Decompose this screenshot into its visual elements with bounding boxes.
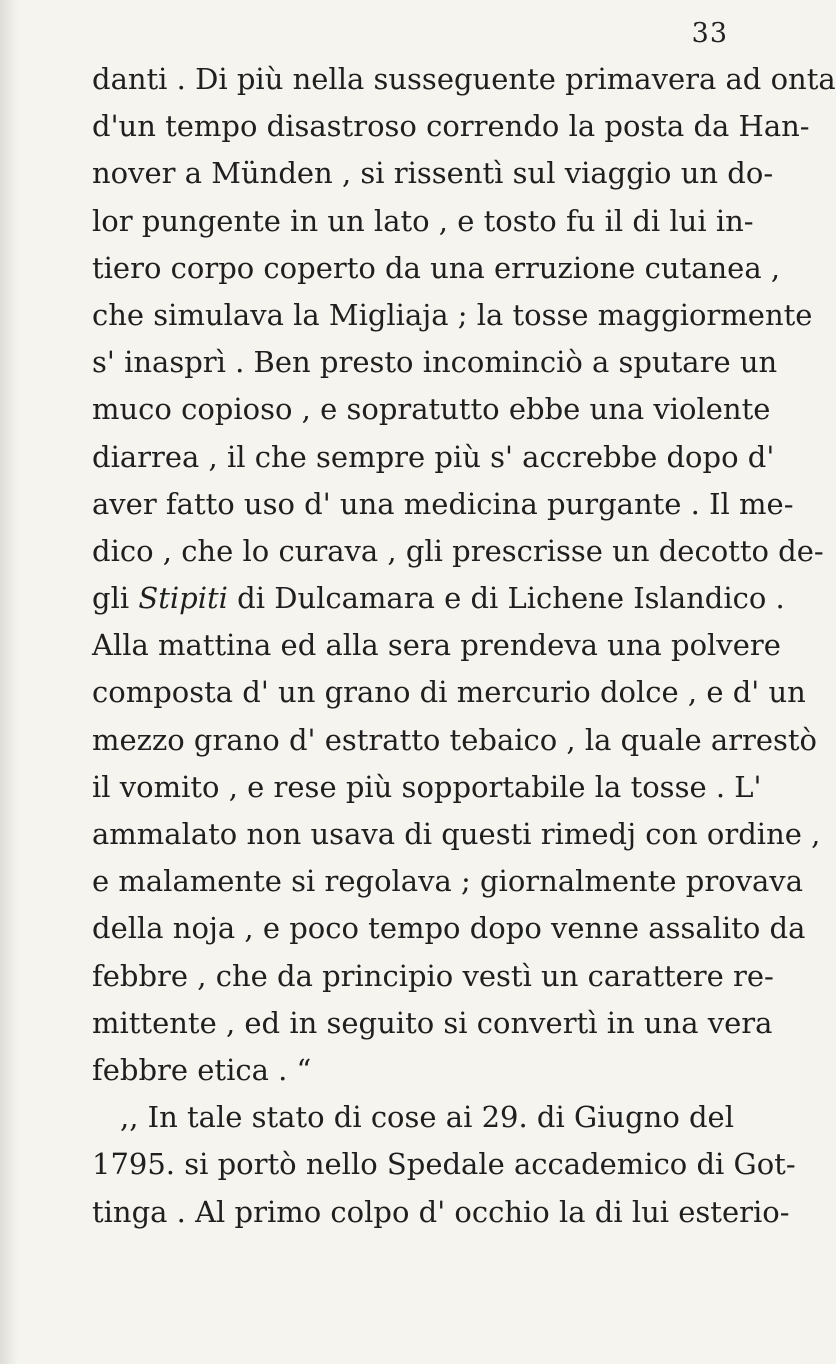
text-line-14: composta d' un grano di mercurio dolce , e d' un (92, 675, 806, 710)
text-line-21: mittente , ed in seguito si convertì in una vera (92, 1005, 773, 1040)
text-line-16: il vomito , e rese più sopportabile la tosse . L' (92, 769, 762, 804)
text-line-23: ,, In tale stato di cose ai 29. di Giugno del (120, 1100, 734, 1135)
text-line-19: della noja , e poco tempo dopo venne assalito da (92, 911, 806, 946)
text-line-4: lor pungente in un lato , e tosto fu il di lui in- (92, 203, 754, 238)
text-line-22: febbre etica . “ (92, 1052, 312, 1087)
text-line-24: 1795. si portò nello Spedale accademico di Got- (92, 1147, 796, 1182)
text-line-8: muco copioso , e sopratutto ebbe una violente (92, 392, 771, 427)
text-line-12-before: gli (92, 581, 139, 616)
text-line-12 (92, 575, 785, 622)
text-line-7: s' inasprì . Ben presto incominciò a sputare un (92, 345, 778, 380)
text-line-17: ammalato non usava di questi rimedj con ordine , (92, 817, 821, 851)
text-line-15: mezzo grano d' estratto tebaico , la quale arrestò (92, 722, 817, 757)
text-line-2: d'un tempo disastroso correndo la posta da Han- (92, 109, 810, 144)
text-line-9: diarrea , il che sempre più s' accrebbe dopo d' (92, 439, 775, 474)
text-line-3: nover a Münden , si rissentì sul viaggio un do- (92, 156, 774, 191)
text-line-13: Alla mattina ed alla sera prendeva una polvere (92, 628, 781, 663)
text-line-25: tinga . Al primo colpo d' occhio la di lui esterio- (92, 1194, 790, 1229)
text-line-12-after: di Dulcamara e di Lichene Islandico . (227, 581, 785, 616)
text-line-5: tiero corpo coperto da una erruzione cutanea , (92, 250, 781, 285)
text-line-20: febbre , che da principio vestì un carattere re- (92, 958, 774, 993)
body-text (92, 56, 836, 1236)
italic-term: Stipiti (138, 581, 228, 616)
text-line-1: danti . Di più nella susseguente primavera ad onta (92, 62, 836, 96)
page-number: 33 (691, 18, 728, 49)
text-line-6: che simulava la Migliaja ; la tosse maggiormente (92, 297, 813, 332)
text-line-18: e malamente si regolava ; giornalmente provava (92, 864, 803, 899)
text-line-10: aver fatto uso d' una medicina purgante . Il me- (92, 486, 794, 521)
text-line-11: dico , che lo curava , gli prescrisse un decotto de- (92, 533, 824, 568)
